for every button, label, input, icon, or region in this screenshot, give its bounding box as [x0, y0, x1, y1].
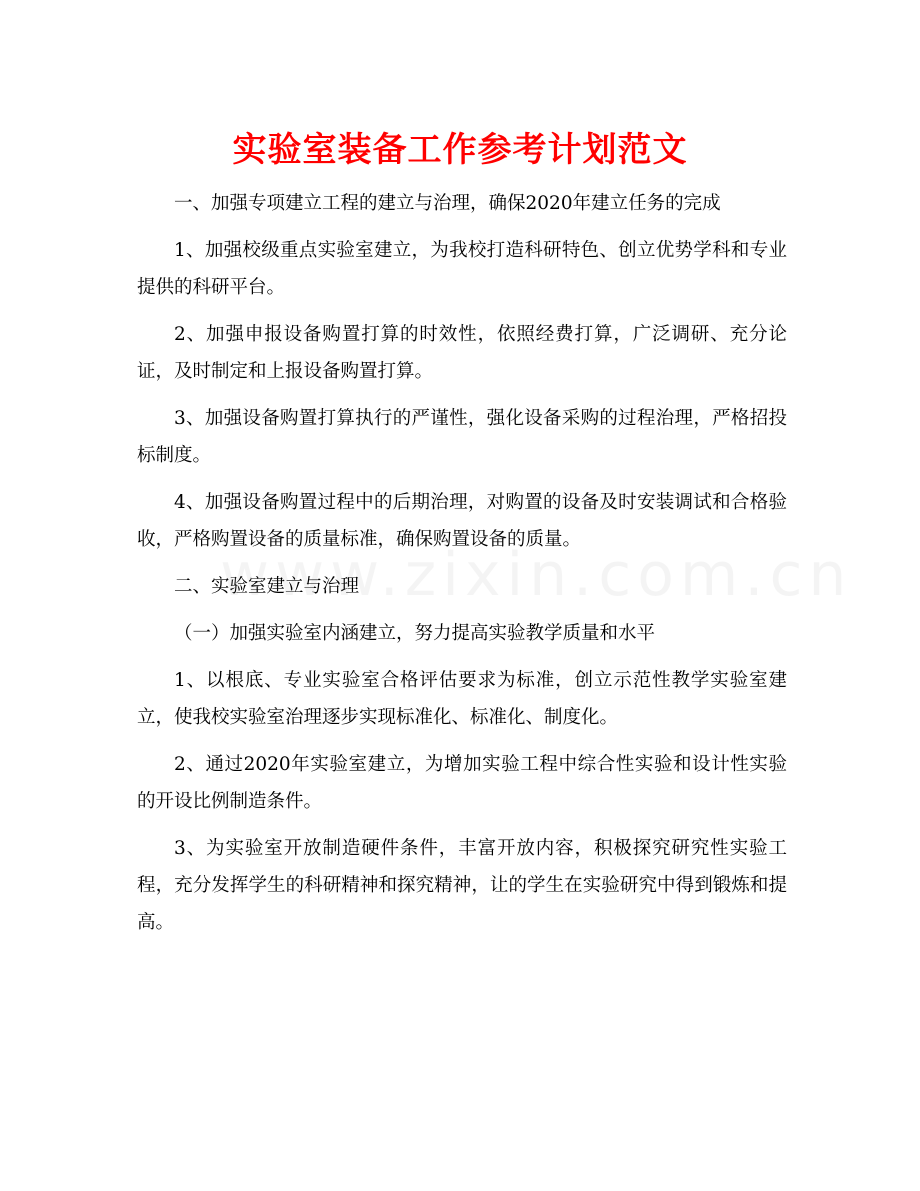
section-heading-2: 二、实验室建立与治理 — [174, 576, 360, 597]
paragraph-4: 3、加强设备购置打算执行的严谨性，强化设备采购的过程治理，严格招投标制度。 — [137, 408, 787, 466]
paragraph-8: 3、为实验室开放制造硬件条件，丰富开放内容，积极探究研究性实验工程，充分发挥学生的科研精神和探究精神，让的学生在实验研究中得到锻炼和提高。 — [137, 838, 787, 933]
subsection-heading-1: （一）加强实验室内涵建立，努力提高实验教学质量和水平 — [174, 623, 656, 644]
paragraph-7: 2、通过2020年实验室建立，为增加实验工程中综合性实验和设计性实验的开设比例制造条件。 — [137, 754, 787, 812]
paragraph-1: 一、加强专项建立工程的建立与治理，确保2020年建立任务的完成 — [174, 193, 721, 214]
paragraph-6: 1、以根底、专业实验室合格评估要求为标准，创立示范性教学实验室建立，使我校实验室治理逐步实现标准化、标准化、制度化。 — [137, 670, 787, 728]
paragraph-3: 2、加强申报设备购置打算的时效性，依照经费打算，广泛调研、充分论证，及时制定和上报设备购置打算。 — [137, 324, 787, 382]
document-title: 实验室装备工作参考计划范文 — [232, 130, 688, 170]
paragraph-5: 4、加强设备购置过程中的后期治理，对购置的设备及时安装调试和合格验收，严格购置设备的质量标准，确保购置设备的质量。 — [137, 492, 787, 550]
document-body — [137, 185, 787, 951]
paragraph-2: 1、加强校级重点实验室建立，为我校打造科研特色、创立优势学科和专业提供的科研平台。 — [137, 240, 787, 298]
